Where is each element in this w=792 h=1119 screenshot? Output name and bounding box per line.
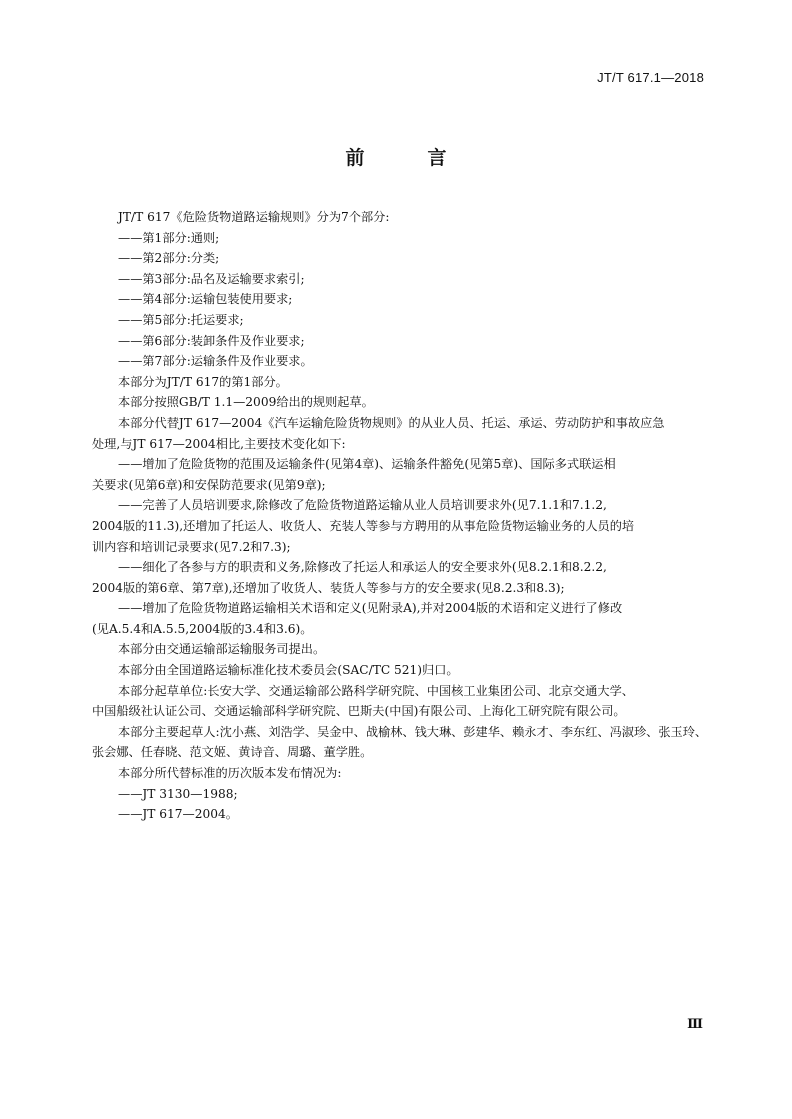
text-line: 训内容和培训记录要求(见7.2和7.3); [92, 539, 291, 554]
text-line: ——细化了各参与方的职责和义务,除修改了托运人和承运人的安全要求外(见8.2.1和8.2.2, [118, 560, 607, 575]
text-line: ——第3部分:品名及运输要求索引; [118, 271, 305, 286]
text-line: 本部分所代替标准的历次版本发布情况为: [118, 766, 342, 781]
text-line: ——增加了危险货物的范围及运输条件(见第4章)、运输条件豁免(见第5章)、国际多式联运相 [118, 457, 616, 472]
foreword-body [92, 207, 714, 825]
text-line: ——第4部分:运输包装使用要求; [118, 292, 293, 307]
text-line: ——第5部分:托运要求; [118, 312, 244, 327]
text-line: 关要求(见第6章)和安保防范要求(见第9章); [92, 477, 326, 492]
text-line: 本部分按照GB/T 1.1—2009给出的规则起草。 [118, 395, 374, 410]
text-line: ——第7部分:运输条件及作业要求。 [118, 354, 313, 369]
text-line: 本部分起草单位:长安大学、交通运输部公路科学研究院、中国核工业集团公司、北京交通大学、 [118, 683, 634, 698]
text-line: 处理,与JT 617—2004相比,主要技术变化如下: [92, 436, 346, 451]
text-line: ——JT 617—2004。 [118, 807, 238, 822]
text-line: 张会娜、任春晓、范文姬、黄诗音、周璐、董学胜。 [92, 745, 373, 760]
text-line: (见A.5.4和A.5.5,2004版的3.4和3.6)。 [92, 621, 313, 636]
text-line: ——增加了危险货物道路运输相关术语和定义(见附录A),并对2004版的术语和定义进行了修改 [118, 601, 623, 616]
page-number: Ⅲ [687, 1017, 703, 1032]
text-line: ——第6部分:装卸条件及作业要求; [118, 333, 305, 348]
text-line: 本部分由交通运输部运输服务司提出。 [118, 642, 326, 657]
text-line: ——完善了人员培训要求,除修改了危险货物道路运输从业人员培训要求外(见7.1.1和7.1.2, [118, 498, 607, 513]
text-line: 2004版的第6章、第7章),还增加了收货人、装货人等参与方的安全要求(见8.2.3和8.3); [92, 580, 565, 595]
page-title: 前 言 [345, 147, 469, 169]
text-line: ——第1部分:通则; [118, 230, 220, 245]
text-line: 2004版的11.3),还增加了托运人、收货人、充装人等参与方聘用的从事危险货物运输业务的人员的培 [92, 518, 635, 533]
text-line: ——JT 3130—1988; [118, 786, 238, 801]
text-line: ——第2部分:分类; [118, 251, 220, 266]
text-line: 本部分由全国道路运输标准化技术委员会(SAC/TC 521)归口。 [118, 663, 459, 678]
standard-code: JT/T 617.1—2018 [597, 70, 704, 85]
text-line: 本部分代替JT 617—2004《汽车运输危险货物规则》的从业人员、托运、承运、劳动防护和事故应急 [118, 415, 665, 430]
text-line: 本部分主要起草人:沈小燕、刘浩学、吴金中、战榆林、钱大琳、彭建华、赖永才、李东红、冯淑珍、张玉玲、 [118, 724, 708, 739]
text-line: 中国船级社认证公司、交通运输部科学研究院、巴斯夫(中国)有限公司、上海化工研究院有限公司。 [92, 704, 626, 719]
text-line: JT/T 617《危险货物道路运输规则》分为7个部分: [118, 210, 390, 224]
text-line: 本部分为JT/T 617的第1部分。 [118, 374, 288, 389]
